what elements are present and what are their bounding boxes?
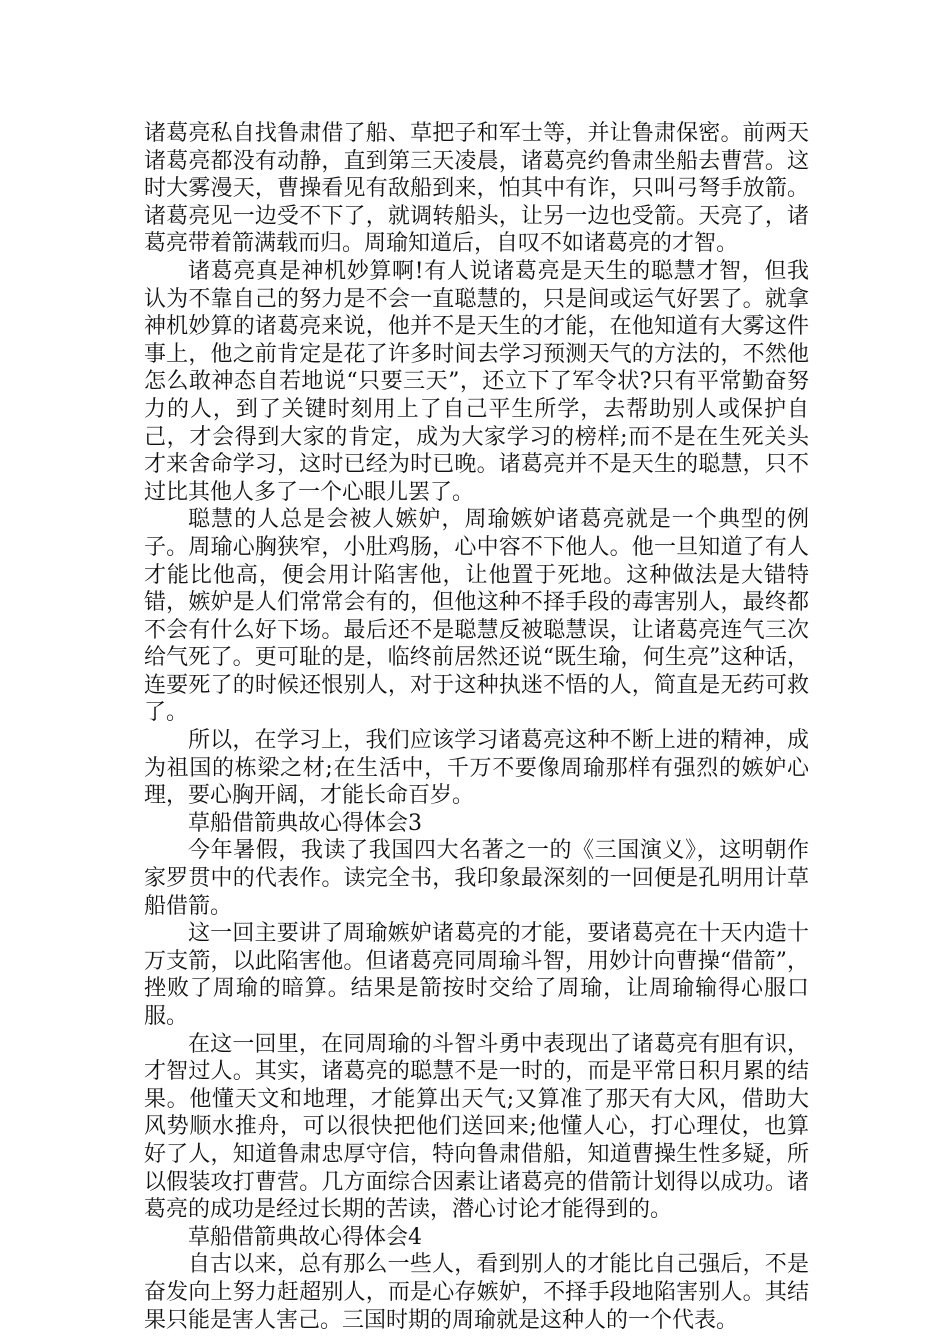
section-heading-4: 草船借箭典故心得体会4 (188, 1224, 422, 1250)
paragraph-5: 今年暑假，我读了我国四大名著之一的《三国演义》，这明朝作家罗贯中的代表作。读完全书，我印象最深刻的一回便是孔明用计草船借箭。 (144, 838, 809, 919)
paragraph-2: 诸葛亮真是神机妙算啊!有人说诸葛亮是天生的聪慧才智，但我认为不靠自己的努力是不会一直聪慧的，只是间或运气好罢了。就拿神机妙算的诸葛亮来说，他并不是天生的才能，在他知道有大雾这件事上，他之前肯定是花了许多时间去学习预测天气的方法的，不然他怎么敢神态自若地说“只要三天”，还立下了军令状?只有平常勤奋努力的人，到了关键时刻用上了自己平生所学，去帮助别人或保护自己，才会得到大家的肯定，成为大家学习的榜样;而不是在生死关头才来舍命学习，这时已经为时已晚。诸葛亮并不是天生的聪慧，只不过比其他人多了一个心眼儿罢了。 (144, 258, 809, 505)
paragraph-6: 这一回主要讲了周瑜嫉妒诸葛亮的才能，要诸葛亮在十天内造十万支箭，以此陷害他。但诸葛亮同周瑜斗智，用妙计向曹操“借箭”，挫败了周瑜的暗算。结果是箭按时交给了周瑜，让周瑜输得心服口服。 (144, 921, 809, 1029)
paragraph-7: 在这一回里，在同周瑜的斗智斗勇中表现出了诸葛亮有胆有识，才智过人。其实，诸葛亮的聪慧不是一时的，而是平常日积月累的结果。他懂天文和地理，才能算出天气;又算准了那天有大风，借助大风势顺水推舟，可以很快把他们送回来;他懂人心，打心理仗，也算好了人，知道鲁肃忠厚守信，特向鲁肃借船，知道曹操生性多疑，所以假装攻打曹营。几方面综合因素让诸葛亮的借箭计划得以成功。诸葛亮的成功是经过长期的苦读，潜心讨论才能得到的。 (144, 1031, 809, 1223)
paragraph-8: 自古以来，总有那么一些人，看到别人的才能比自己强后，不是奋发向上努力赶超别人，而是心存嫉妒，不择手段地陷害别人。其结果只能是害人害己。三国时期的周瑜就是这种人的一个代表。 (144, 1252, 809, 1333)
section-heading-3: 草船借箭典故心得体会3 (188, 810, 422, 836)
document-body (144, 120, 809, 1334)
paragraph-3: 聪慧的人总是会被人嫉妒，周瑜嫉妒诸葛亮就是一个典型的例子。周瑜心胸狭窄，小肚鸡肠，心中容不下他人。他一旦知道了有人才能比他高，便会用计陷害他，让他置于死地。这种做法是大错特错，嫉妒是人们常常会有的，但他这种不择手段的毒害别人，最终都不会有什么好下场。最后还不是聪慧反被聪慧误，让诸葛亮连气三次给气死了。更可耻的是，临终前居然还说“既生瑜，何生亮”这种话，连要死了的时候还恨别人，对于这种执迷不悟的人，简直是无药可救了。 (144, 507, 809, 726)
paragraph-1: 诸葛亮私自找鲁肃借了船、草把子和军士等，并让鲁肃保密。前两天诸葛亮都没有动静，直到第三天凌晨，诸葛亮约鲁肃坐船去曹营。这时大雾漫天，曹操看见有敌船到来，怕其中有诈，只叫弓弩手放箭。诸葛亮见一边受不下了，就调转船头，让另一边也受箭。天亮了，诸葛亮带着箭满载而归。周瑜知道后，自叹不如诸葛亮的才智。 (144, 121, 809, 257)
paragraph-4: 所以，在学习上，我们应该学习诸葛亮这种不断上进的精神，成为祖国的栋梁之材;在生活中，千万不要像周瑜那样有强烈的嫉妒心理，要心胸开阔，才能长命百岁。 (144, 728, 809, 809)
